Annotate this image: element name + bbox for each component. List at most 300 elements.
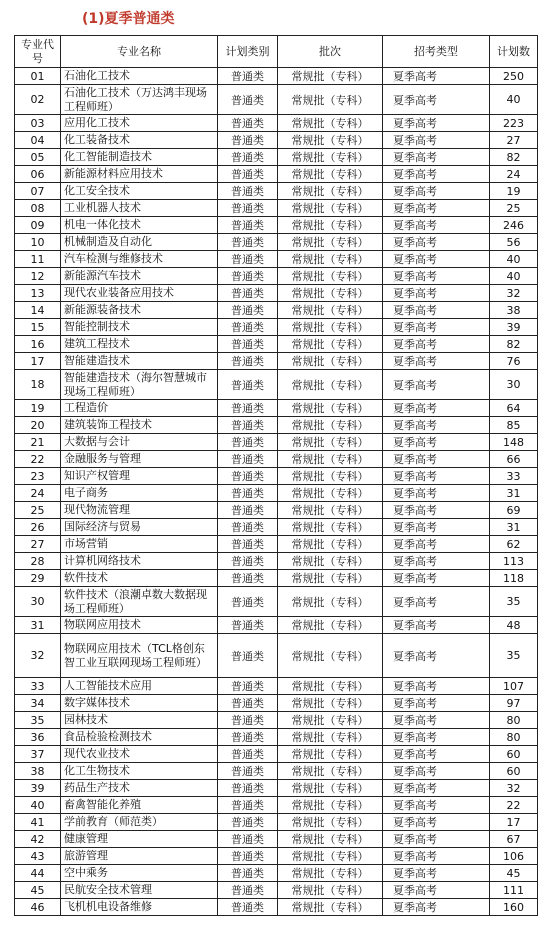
major-code-cell: 34 [15, 695, 61, 712]
plan-count-cell: 38 [490, 302, 538, 319]
major-name-cell: 应用化工技术 [61, 115, 218, 132]
plan-count-cell: 40 [490, 268, 538, 285]
major-name-cell: 园林技术 [61, 712, 218, 729]
exam-type-cell: 夏季高考 [383, 336, 490, 353]
major-code-cell: 45 [15, 882, 61, 899]
batch-cell: 常规批（专科） [278, 634, 383, 678]
plan-count-cell: 113 [490, 553, 538, 570]
table-row [15, 617, 538, 634]
major-code-cell: 21 [15, 434, 61, 451]
plan-count-cell: 85 [490, 417, 538, 434]
major-name-cell: 化工智能制造技术 [61, 149, 218, 166]
plan-count-cell: 106 [490, 848, 538, 865]
table-row [15, 814, 538, 831]
plan-count-cell: 40 [490, 85, 538, 115]
plan-count-cell: 40 [490, 251, 538, 268]
batch-cell: 常规批（专科） [278, 85, 383, 115]
plan-category-cell: 普通类 [218, 848, 278, 865]
plan-count-cell: 66 [490, 451, 538, 468]
major-name-cell: 健康管理 [61, 831, 218, 848]
batch-cell: 常规批（专科） [278, 302, 383, 319]
exam-type-cell: 夏季高考 [383, 485, 490, 502]
header-exam-type: 招考类型 [383, 36, 490, 68]
major-code-cell: 02 [15, 85, 61, 115]
plan-category-cell: 普通类 [218, 434, 278, 451]
plan-count-cell: 17 [490, 814, 538, 831]
major-name-cell: 智能建造技术 [61, 353, 218, 370]
exam-type-cell: 夏季高考 [383, 746, 490, 763]
exam-type-cell: 夏季高考 [383, 587, 490, 617]
batch-cell: 常规批（专科） [278, 166, 383, 183]
table-row [15, 678, 538, 695]
major-code-cell: 13 [15, 285, 61, 302]
major-code-cell: 24 [15, 485, 61, 502]
major-name-cell: 市场营销 [61, 536, 218, 553]
exam-type-cell: 夏季高考 [383, 132, 490, 149]
major-code-cell: 23 [15, 468, 61, 485]
major-code-cell: 40 [15, 797, 61, 814]
plan-category-cell: 普通类 [218, 85, 278, 115]
plan-category-cell: 普通类 [218, 200, 278, 217]
plan-count-cell: 31 [490, 519, 538, 536]
batch-cell: 常规批（专科） [278, 678, 383, 695]
batch-cell: 常规批（专科） [278, 234, 383, 251]
major-code-cell: 46 [15, 899, 61, 916]
exam-type-cell: 夏季高考 [383, 695, 490, 712]
plan-category-cell: 普通类 [218, 763, 278, 780]
major-name-cell: 化工装备技术 [61, 132, 218, 149]
table-row [15, 200, 538, 217]
plan-category-cell: 普通类 [218, 217, 278, 234]
table-row [15, 746, 538, 763]
table-header-row [15, 36, 538, 68]
major-code-cell: 35 [15, 712, 61, 729]
table-row [15, 302, 538, 319]
major-name-cell: 化工生物技术 [61, 763, 218, 780]
plan-count-cell: 60 [490, 763, 538, 780]
table-row [15, 319, 538, 336]
plan-category-cell: 普通类 [218, 115, 278, 132]
table-row [15, 285, 538, 302]
major-name-cell: 建筑装饰工程技术 [61, 417, 218, 434]
major-code-cell: 26 [15, 519, 61, 536]
major-code-cell: 18 [15, 370, 61, 400]
major-name-cell: 食品检验检测技术 [61, 729, 218, 746]
plan-count-cell: 76 [490, 353, 538, 370]
batch-cell: 常规批（专科） [278, 763, 383, 780]
major-code-cell: 43 [15, 848, 61, 865]
major-name-cell: 数字媒体技术 [61, 695, 218, 712]
batch-cell: 常规批（专科） [278, 899, 383, 916]
exam-type-cell: 夏季高考 [383, 797, 490, 814]
batch-cell: 常规批（专科） [278, 132, 383, 149]
major-code-cell: 19 [15, 400, 61, 417]
table-row [15, 166, 538, 183]
table-row [15, 336, 538, 353]
table-row [15, 370, 538, 400]
plan-category-cell: 普通类 [218, 519, 278, 536]
major-name-cell: 机械制造及自动化 [61, 234, 218, 251]
batch-cell: 常规批（专科） [278, 251, 383, 268]
plan-category-cell: 普通类 [218, 634, 278, 678]
batch-cell: 常规批（专科） [278, 353, 383, 370]
plan-category-cell: 普通类 [218, 617, 278, 634]
major-code-cell: 04 [15, 132, 61, 149]
major-name-cell: 物联网应用技术（TCL格创东智工业互联网现场工程师班） [61, 634, 218, 678]
batch-cell: 常规批（专科） [278, 746, 383, 763]
major-name-cell: 机电一体化技术 [61, 217, 218, 234]
table-row [15, 468, 538, 485]
table-row [15, 634, 538, 678]
batch-cell: 常规批（专科） [278, 149, 383, 166]
batch-cell: 常规批（专科） [278, 553, 383, 570]
plan-category-cell: 普通类 [218, 865, 278, 882]
exam-type-cell: 夏季高考 [383, 570, 490, 587]
batch-cell: 常规批（专科） [278, 780, 383, 797]
plan-count-cell: 82 [490, 149, 538, 166]
batch-cell: 常规批（专科） [278, 183, 383, 200]
exam-type-cell: 夏季高考 [383, 780, 490, 797]
table-row [15, 400, 538, 417]
plan-count-cell: 31 [490, 485, 538, 502]
major-name-cell: 人工智能技术应用 [61, 678, 218, 695]
table-row [15, 519, 538, 536]
plan-category-cell: 普通类 [218, 746, 278, 763]
plan-count-cell: 24 [490, 166, 538, 183]
plan-category-cell: 普通类 [218, 899, 278, 916]
major-name-cell: 工业机器人技术 [61, 200, 218, 217]
table-row [15, 417, 538, 434]
exam-type-cell: 夏季高考 [383, 285, 490, 302]
plan-category-cell: 普通类 [218, 451, 278, 468]
batch-cell: 常规批（专科） [278, 434, 383, 451]
exam-type-cell: 夏季高考 [383, 617, 490, 634]
major-name-cell: 新能源装备技术 [61, 302, 218, 319]
plan-count-cell: 64 [490, 400, 538, 417]
major-name-cell: 石油化工技术（万达鸿丰现场工程师班） [61, 85, 218, 115]
exam-type-cell: 夏季高考 [383, 234, 490, 251]
major-name-cell: 现代物流管理 [61, 502, 218, 519]
plan-count-cell: 246 [490, 217, 538, 234]
major-name-cell: 现代农业技术 [61, 746, 218, 763]
table-row [15, 882, 538, 899]
major-code-cell: 06 [15, 166, 61, 183]
exam-type-cell: 夏季高考 [383, 502, 490, 519]
plan-count-cell: 80 [490, 712, 538, 729]
major-name-cell: 化工安全技术 [61, 183, 218, 200]
plan-count-cell: 223 [490, 115, 538, 132]
batch-cell: 常规批（专科） [278, 814, 383, 831]
batch-cell: 常规批（专科） [278, 336, 383, 353]
exam-type-cell: 夏季高考 [383, 678, 490, 695]
major-code-cell: 44 [15, 865, 61, 882]
major-code-cell: 07 [15, 183, 61, 200]
table-row [15, 149, 538, 166]
batch-cell: 常规批（专科） [278, 502, 383, 519]
exam-type-cell: 夏季高考 [383, 417, 490, 434]
plan-category-cell: 普通类 [218, 149, 278, 166]
plan-category-cell: 普通类 [218, 166, 278, 183]
major-name-cell: 国际经济与贸易 [61, 519, 218, 536]
major-name-cell: 金融服务与管理 [61, 451, 218, 468]
header-major-code: 专业代号 [15, 36, 61, 68]
plan-count-cell: 32 [490, 285, 538, 302]
plan-count-cell: 30 [490, 370, 538, 400]
major-name-cell: 智能建造技术（海尔智慧城市现场工程师班） [61, 370, 218, 400]
plan-category-cell: 普通类 [218, 370, 278, 400]
major-name-cell: 知识产权管理 [61, 468, 218, 485]
plan-count-cell: 111 [490, 882, 538, 899]
major-name-cell: 学前教育（师范类） [61, 814, 218, 831]
batch-cell: 常规批（专科） [278, 485, 383, 502]
plan-category-cell: 普通类 [218, 319, 278, 336]
table-row [15, 217, 538, 234]
batch-cell: 常规批（专科） [278, 519, 383, 536]
plan-category-cell: 普通类 [218, 268, 278, 285]
table-row [15, 695, 538, 712]
plan-category-cell: 普通类 [218, 831, 278, 848]
plan-count-cell: 80 [490, 729, 538, 746]
major-name-cell: 空中乘务 [61, 865, 218, 882]
major-code-cell: 15 [15, 319, 61, 336]
plan-category-cell: 普通类 [218, 485, 278, 502]
plan-category-cell: 普通类 [218, 780, 278, 797]
plan-category-cell: 普通类 [218, 400, 278, 417]
batch-cell: 常规批（专科） [278, 797, 383, 814]
plan-count-cell: 45 [490, 865, 538, 882]
major-code-cell: 39 [15, 780, 61, 797]
exam-type-cell: 夏季高考 [383, 899, 490, 916]
table-row [15, 85, 538, 115]
table-row [15, 68, 538, 85]
exam-type-cell: 夏季高考 [383, 251, 490, 268]
exam-type-cell: 夏季高考 [383, 217, 490, 234]
exam-type-cell: 夏季高考 [383, 183, 490, 200]
batch-cell: 常规批（专科） [278, 217, 383, 234]
plan-count-cell: 97 [490, 695, 538, 712]
plan-category-cell: 普通类 [218, 468, 278, 485]
major-code-cell: 17 [15, 353, 61, 370]
table-row [15, 797, 538, 814]
major-code-cell: 22 [15, 451, 61, 468]
major-code-cell: 25 [15, 502, 61, 519]
major-code-cell: 16 [15, 336, 61, 353]
major-name-cell: 石油化工技术 [61, 68, 218, 85]
major-code-cell: 08 [15, 200, 61, 217]
exam-type-cell: 夏季高考 [383, 729, 490, 746]
header-batch: 批次 [278, 36, 383, 68]
major-name-cell: 飞机机电设备维修 [61, 899, 218, 916]
enrollment-plan-table [14, 35, 538, 916]
batch-cell: 常规批（专科） [278, 268, 383, 285]
batch-cell: 常规批（专科） [278, 882, 383, 899]
plan-category-cell: 普通类 [218, 695, 278, 712]
plan-count-cell: 39 [490, 319, 538, 336]
plan-category-cell: 普通类 [218, 570, 278, 587]
table-row [15, 536, 538, 553]
batch-cell: 常规批（专科） [278, 865, 383, 882]
table-row [15, 587, 538, 617]
major-code-cell: 37 [15, 746, 61, 763]
major-name-cell: 电子商务 [61, 485, 218, 502]
table-row [15, 115, 538, 132]
plan-count-cell: 32 [490, 780, 538, 797]
exam-type-cell: 夏季高考 [383, 763, 490, 780]
major-code-cell: 27 [15, 536, 61, 553]
exam-type-cell: 夏季高考 [383, 370, 490, 400]
batch-cell: 常规批（专科） [278, 536, 383, 553]
plan-count-cell: 25 [490, 200, 538, 217]
table-row [15, 780, 538, 797]
plan-count-cell: 19 [490, 183, 538, 200]
exam-type-cell: 夏季高考 [383, 634, 490, 678]
table-row [15, 899, 538, 916]
exam-type-cell: 夏季高考 [383, 712, 490, 729]
plan-count-cell: 48 [490, 617, 538, 634]
batch-cell: 常规批（专科） [278, 468, 383, 485]
table-row [15, 570, 538, 587]
table-row [15, 831, 538, 848]
exam-type-cell: 夏季高考 [383, 882, 490, 899]
table-row [15, 729, 538, 746]
batch-cell: 常规批（专科） [278, 587, 383, 617]
plan-category-cell: 普通类 [218, 302, 278, 319]
major-code-cell: 29 [15, 570, 61, 587]
batch-cell: 常规批（专科） [278, 417, 383, 434]
plan-count-cell: 35 [490, 634, 538, 678]
major-code-cell: 05 [15, 149, 61, 166]
table-row [15, 451, 538, 468]
major-name-cell: 软件技术（浪潮卓数大数据现场工程师班） [61, 587, 218, 617]
plan-category-cell: 普通类 [218, 536, 278, 553]
plan-category-cell: 普通类 [218, 353, 278, 370]
exam-type-cell: 夏季高考 [383, 434, 490, 451]
plan-count-cell: 82 [490, 336, 538, 353]
exam-type-cell: 夏季高考 [383, 519, 490, 536]
section-title: (1)夏季普通类 [82, 11, 175, 27]
plan-count-cell: 107 [490, 678, 538, 695]
plan-count-cell: 60 [490, 746, 538, 763]
exam-type-cell: 夏季高考 [383, 814, 490, 831]
exam-type-cell: 夏季高考 [383, 115, 490, 132]
major-code-cell: 36 [15, 729, 61, 746]
table-row [15, 132, 538, 149]
batch-cell: 常规批（专科） [278, 400, 383, 417]
plan-count-cell: 62 [490, 536, 538, 553]
major-name-cell: 畜禽智能化养殖 [61, 797, 218, 814]
major-code-cell: 11 [15, 251, 61, 268]
batch-cell: 常规批（专科） [278, 451, 383, 468]
major-code-cell: 14 [15, 302, 61, 319]
batch-cell: 常规批（专科） [278, 695, 383, 712]
table-row [15, 712, 538, 729]
table-row [15, 251, 538, 268]
major-name-cell: 新能源汽车技术 [61, 268, 218, 285]
major-code-cell: 31 [15, 617, 61, 634]
major-code-cell: 38 [15, 763, 61, 780]
header-plan-category: 计划类别 [218, 36, 278, 68]
plan-count-cell: 33 [490, 468, 538, 485]
plan-count-cell: 67 [490, 831, 538, 848]
exam-type-cell: 夏季高考 [383, 831, 490, 848]
exam-type-cell: 夏季高考 [383, 451, 490, 468]
batch-cell: 常规批（专科） [278, 68, 383, 85]
plan-category-cell: 普通类 [218, 797, 278, 814]
batch-cell: 常规批（专科） [278, 712, 383, 729]
exam-type-cell: 夏季高考 [383, 353, 490, 370]
major-name-cell: 工程造价 [61, 400, 218, 417]
major-code-cell: 09 [15, 217, 61, 234]
plan-category-cell: 普通类 [218, 417, 278, 434]
major-name-cell: 大数据与会计 [61, 434, 218, 451]
table-row [15, 502, 538, 519]
plan-category-cell: 普通类 [218, 712, 278, 729]
batch-cell: 常规批（专科） [278, 115, 383, 132]
exam-type-cell: 夏季高考 [383, 302, 490, 319]
major-code-cell: 01 [15, 68, 61, 85]
major-name-cell: 物联网应用技术 [61, 617, 218, 634]
table-row [15, 268, 538, 285]
header-major-name: 专业名称 [61, 36, 218, 68]
exam-type-cell: 夏季高考 [383, 166, 490, 183]
major-name-cell: 旅游管理 [61, 848, 218, 865]
plan-category-cell: 普通类 [218, 678, 278, 695]
major-code-cell: 10 [15, 234, 61, 251]
table-row [15, 763, 538, 780]
batch-cell: 常规批（专科） [278, 285, 383, 302]
major-name-cell: 计算机网络技术 [61, 553, 218, 570]
batch-cell: 常规批（专科） [278, 831, 383, 848]
table-row [15, 865, 538, 882]
major-code-cell: 32 [15, 634, 61, 678]
exam-type-cell: 夏季高考 [383, 865, 490, 882]
major-code-cell: 30 [15, 587, 61, 617]
plan-category-cell: 普通类 [218, 68, 278, 85]
exam-type-cell: 夏季高考 [383, 149, 490, 166]
plan-count-cell: 148 [490, 434, 538, 451]
plan-count-cell: 69 [490, 502, 538, 519]
batch-cell: 常规批（专科） [278, 617, 383, 634]
plan-count-cell: 35 [490, 587, 538, 617]
plan-category-cell: 普通类 [218, 251, 278, 268]
plan-category-cell: 普通类 [218, 132, 278, 149]
plan-category-cell: 普通类 [218, 234, 278, 251]
plan-count-cell: 56 [490, 234, 538, 251]
plan-category-cell: 普通类 [218, 553, 278, 570]
major-name-cell: 建筑工程技术 [61, 336, 218, 353]
batch-cell: 常规批（专科） [278, 729, 383, 746]
exam-type-cell: 夏季高考 [383, 268, 490, 285]
major-name-cell: 药品生产技术 [61, 780, 218, 797]
plan-count-cell: 118 [490, 570, 538, 587]
exam-type-cell: 夏季高考 [383, 553, 490, 570]
major-name-cell: 智能控制技术 [61, 319, 218, 336]
plan-category-cell: 普通类 [218, 183, 278, 200]
table-row [15, 485, 538, 502]
exam-type-cell: 夏季高考 [383, 468, 490, 485]
major-code-cell: 42 [15, 831, 61, 848]
major-name-cell: 软件技术 [61, 570, 218, 587]
major-code-cell: 12 [15, 268, 61, 285]
exam-type-cell: 夏季高考 [383, 68, 490, 85]
table-row [15, 353, 538, 370]
major-code-cell: 28 [15, 553, 61, 570]
plan-category-cell: 普通类 [218, 814, 278, 831]
major-code-cell: 20 [15, 417, 61, 434]
major-name-cell: 现代农业装备应用技术 [61, 285, 218, 302]
plan-category-cell: 普通类 [218, 502, 278, 519]
major-name-cell: 民航安全技术管理 [61, 882, 218, 899]
